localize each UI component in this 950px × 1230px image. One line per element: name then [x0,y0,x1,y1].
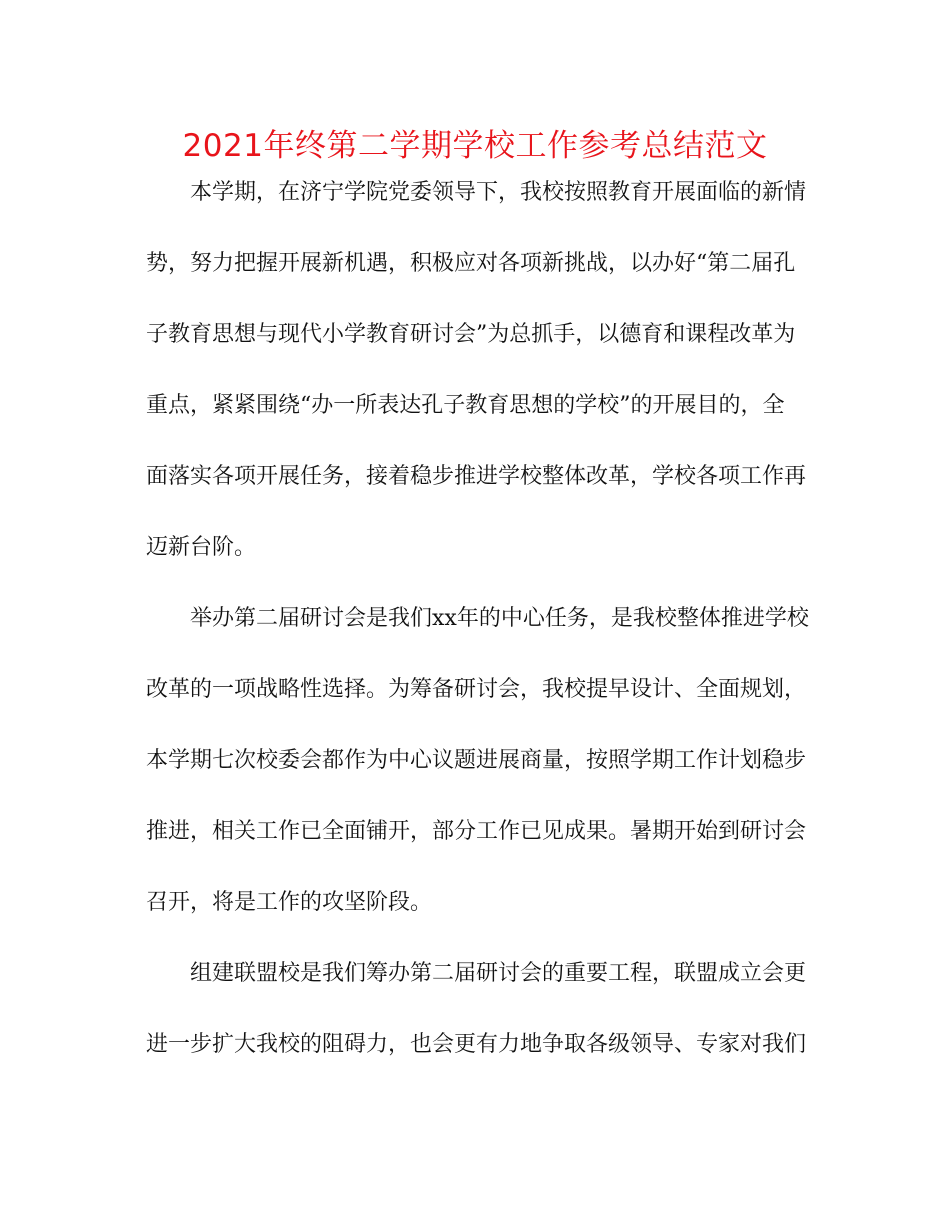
paragraph-2-line-5: 召开，将是工作的攻坚阶段。 [146,890,433,915]
paragraph-1-line-4: 重点，紧紧围绕“办一所表达孔子教育思想的学校”的开展目的，全 [146,393,785,418]
paragraph-2-line-4: 推进，相关工作已全面铺开，部分工作已见成果。暑期开始到研讨会 [146,819,807,844]
paragraph-3-line-2: 进一步扩大我校的阻碍力，也会更有力地争取各级领导、专家对我们 [146,1032,807,1057]
paragraph-2-line-3: 本学期七次校委会都作为中心议题进展商量，按照学期工作计划稳步 [146,748,807,773]
paragraph-1-line-1: 本学期，在济宁学院党委领导下，我校按照教育开展面临的新情 [190,180,807,205]
paragraph-1-line-2: 势，努力把握开展新机遇，积极应对各项新挑战，以办好“第二届孔 [146,251,796,276]
paragraph-2-line-1: 举办第二届研讨会是我们xx年的中心任务，是我校整体推进学校 [190,606,809,631]
paragraph-3-line-1: 组建联盟校是我们筹办第二届研讨会的重要工程，联盟成立会更 [190,961,807,986]
paragraph-2-line-2: 改革的一项战略性选择。为筹备研讨会，我校提早设计、全面规划， [146,677,807,702]
paragraph-1-line-6: 迈新台阶。 [146,535,257,560]
document-title: 2021年终第二学期学校工作参考总结范文 [182,128,768,164]
paragraph-1-line-3: 子教育思想与现代小学教育研讨会”为总抓手，以德育和课程改革为 [146,322,796,347]
paragraph-1-line-5: 面落实各项开展任务，接着稳步推进学校整体改革，学校各项工作再 [146,464,807,489]
